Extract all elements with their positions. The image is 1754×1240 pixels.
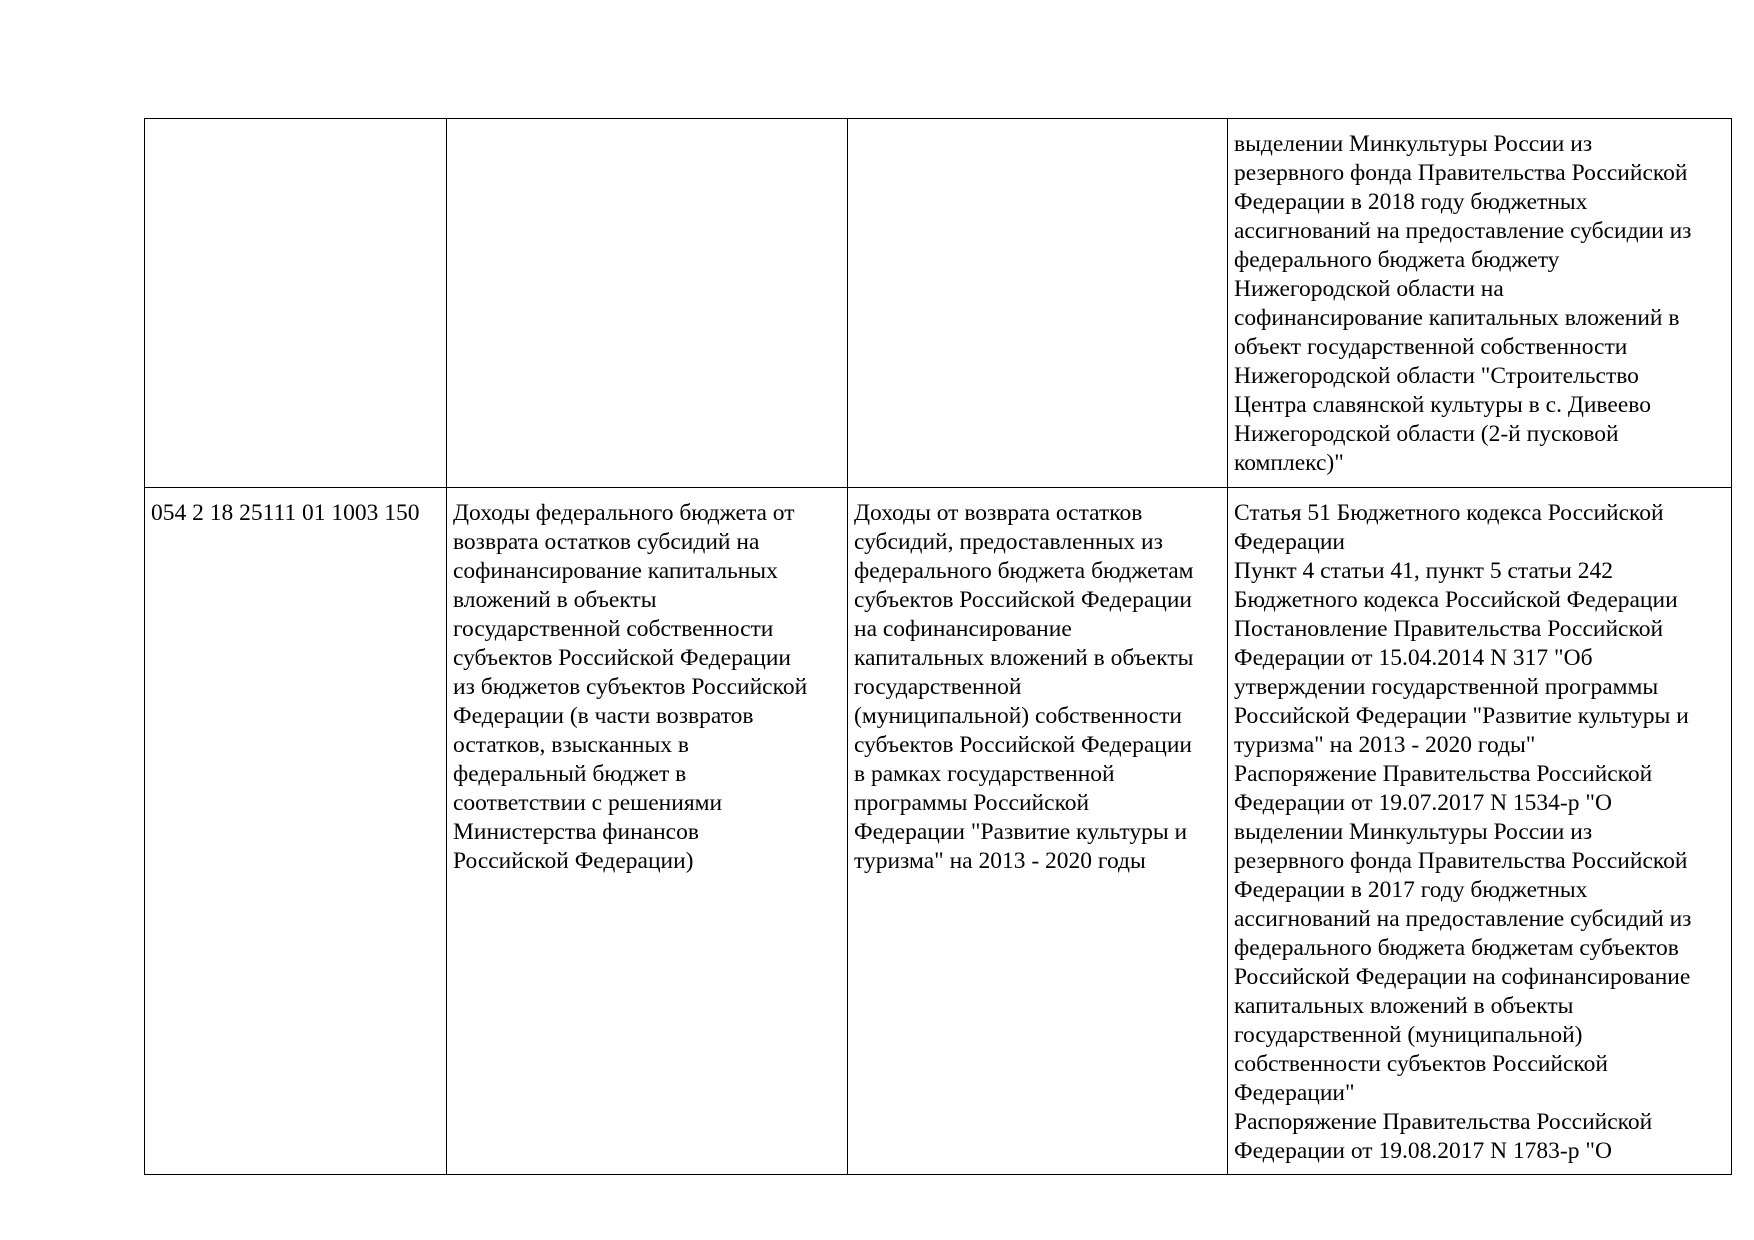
budget-classification-table [144,118,1732,1175]
cell-code: 054 2 18 25111 01 1003 150 [145,488,447,1175]
cell-description [848,119,1228,488]
cell-description: Доходы от возврата остатков субсидий, предоставленных из федерального бюджета бюджетам субъектов Российской Федерации на софинансирование капитальных вложений в объекты государственной (муниципальной) собственности субъектов Российской Федерации в рамках государственной программы Российской Федерации "Развитие культуры и туризма" на 2013 - 2020 годы [848,488,1228,1175]
table-row [145,119,1732,488]
cell-legal-basis: Статья 51 Бюджетного кодекса Российской Федерации Пункт 4 статьи 41, пункт 5 статьи 242 Бюджетного кодекса Российской Федерации Постановление Правительства Российской Федерации от 15.04.2014 N 317 "Об утверждении государственной программы Российской Федерации "Развитие культуры и туризма" на 2013 - 2020 годы" Распоряжение Правительства Российской Федерации от 19.07.2017 N 1534-р "О выделении Минкультуры России из резервного фонда Правительства Российской Федерации в 2017 году бюджетных ассигнований на предоставление субсидий из федерального бюджета бюджетам субъектов Российской Федерации на софинансирование капитальных вложений в объекты государственной (муниципальной) собственности субъектов Российской Федерации" Распоряжение Правительства Российской Федерации от 19.08.2017 N 1783-р "О [1228,488,1732,1175]
table-row [145,488,1732,1175]
cell-income-name [447,119,848,488]
cell-income-name: Доходы федерального бюджета от возврата остатков субсидий на софинансирование капитальных вложений в объекты государственной собственности субъектов Российской Федерации из бюджетов субъектов Российской Федерации (в части возвратов остатков, взысканных в федеральный бюджет в соответствии с решениями Министерства финансов Российской Федерации) [447,488,848,1175]
cell-legal-basis: выделении Минкультуры России из резервного фонда Правительства Российской Федерации в 2018 году бюджетных ассигнований на предоставление субсидии из федерального бюджета бюджету Нижегородской области на софинансирование капитальных вложений в объект государственной собственности Нижегородской области "Строительство Центра славянской культуры в с. Дивеево Нижегородской области (2-й пусковой комплекс)" [1228,119,1732,488]
cell-code [145,119,447,488]
